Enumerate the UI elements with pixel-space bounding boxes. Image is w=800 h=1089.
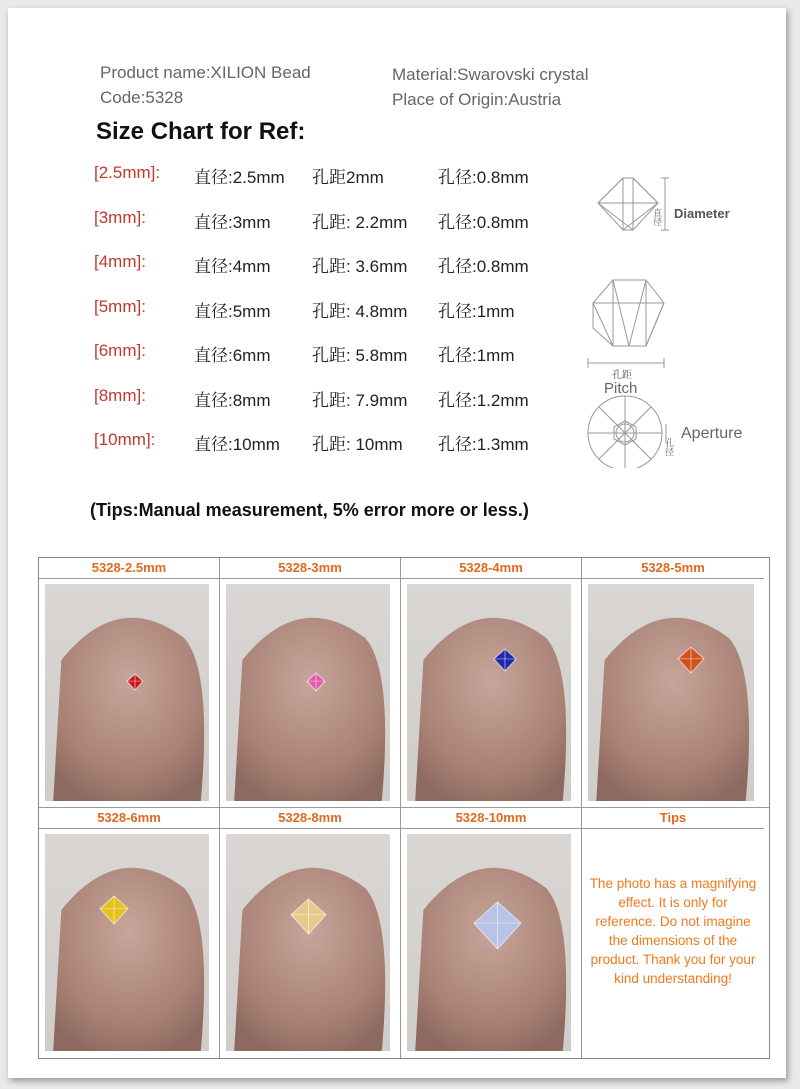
diameter-value: 直径:4mm [194, 257, 271, 276]
measurement-tip: (Tips:Manual measurement, 5% error more or less.) [90, 500, 529, 520]
size-label: [3mm]: [94, 207, 146, 227]
pitch-label: Pitch [604, 380, 638, 397]
pitch-value: 孔距2mm [312, 168, 384, 187]
product-origin: Place of Origin:Austria [392, 90, 562, 109]
product-material: Material:Swarovski crystal [392, 65, 589, 84]
aperture-value: 孔径:1.3mm [438, 435, 529, 454]
aperture-value: 孔径:0.8mm [438, 168, 529, 187]
product-info-left [100, 60, 311, 110]
photo-label: 5328-4mm [401, 558, 581, 579]
pitch-diagram [588, 280, 664, 368]
photo-label: 5328-8mm [220, 808, 400, 829]
photo-label: 5328-2.5mm [39, 558, 219, 579]
size-label: [2.5mm]: [94, 163, 161, 182]
fingertip-image [45, 584, 209, 801]
photo-grid [38, 557, 770, 1059]
diameter-value: 直径:8mm [194, 390, 271, 410]
aperture-value: 孔径:1.2mm [438, 390, 529, 410]
diameter-cn-label: 直径 [651, 208, 661, 226]
pitch-value: 孔距: 4.8mm [312, 301, 408, 321]
photo-label: 5328-5mm [582, 558, 764, 579]
pitch-value: 孔距: 7.9mm [312, 390, 408, 410]
size-label: [4mm]: [94, 252, 146, 271]
pitch-value: 孔距: 5.8mm [312, 346, 408, 365]
fingertip-image [226, 584, 390, 801]
pitch-value: 孔距: 10mm [312, 435, 403, 454]
bead-photo [45, 834, 209, 1051]
bead-photo [407, 834, 571, 1051]
aperture-value: 孔径:0.8mm [438, 257, 529, 276]
product-code: Code:5328 [100, 88, 184, 107]
size-label: [10mm]: [94, 430, 156, 449]
fingertip-image [588, 584, 754, 801]
diameter-label: Diameter [674, 206, 730, 221]
aperture-diagram [588, 396, 666, 468]
size-label: [6mm]: [94, 341, 146, 360]
fingertip-image [407, 834, 571, 1051]
fingertip-image [226, 834, 390, 1051]
tips-label: Tips [582, 808, 764, 829]
fingertip-image [407, 584, 571, 801]
size-label: [5mm]: [94, 296, 146, 316]
photo-label: 5328-10mm [401, 808, 581, 829]
diameter-value: 直径:3mm [194, 212, 271, 232]
diameter-value: 直径:5mm [194, 301, 271, 321]
size-chart-title: Size Chart for Ref: [96, 118, 306, 145]
product-info-right [392, 62, 589, 112]
pitch-cn-label: 孔距 [612, 370, 632, 381]
bead-photo [226, 584, 390, 801]
photo-label: 5328-6mm [39, 808, 219, 829]
aperture-cn-label: 孔径 [663, 438, 673, 456]
photo-label: 5328-3mm [220, 558, 400, 579]
aperture-label: Aperture [681, 425, 743, 442]
aperture-value: 孔径:0.8mm [438, 212, 529, 232]
diameter-value: 直径:10mm [194, 435, 280, 454]
bead-photo [407, 584, 571, 801]
diameter-value: 直径:6mm [194, 346, 271, 365]
tips-text: The photo has a magnifying effect. It is only for reference. Do not imagine the dimensions of the product. Thank you for your kind understanding! [589, 876, 757, 986]
bead-photo [588, 584, 754, 801]
aperture-value: 孔径:1mm [438, 301, 515, 321]
pitch-value: 孔距: 2.2mm [312, 212, 408, 232]
product-name: Product name:XILION Bead [100, 63, 311, 82]
bead-photo [226, 834, 390, 1051]
aperture-value: 孔径:1mm [438, 346, 515, 365]
diameter-value: 直径:2.5mm [194, 168, 285, 187]
pitch-value: 孔距: 3.6mm [312, 257, 408, 276]
bead-photo [45, 584, 209, 801]
product-card [8, 8, 786, 1078]
bead-diagram [578, 168, 768, 468]
fingertip-image [45, 834, 209, 1051]
size-label: [8mm]: [94, 385, 146, 405]
